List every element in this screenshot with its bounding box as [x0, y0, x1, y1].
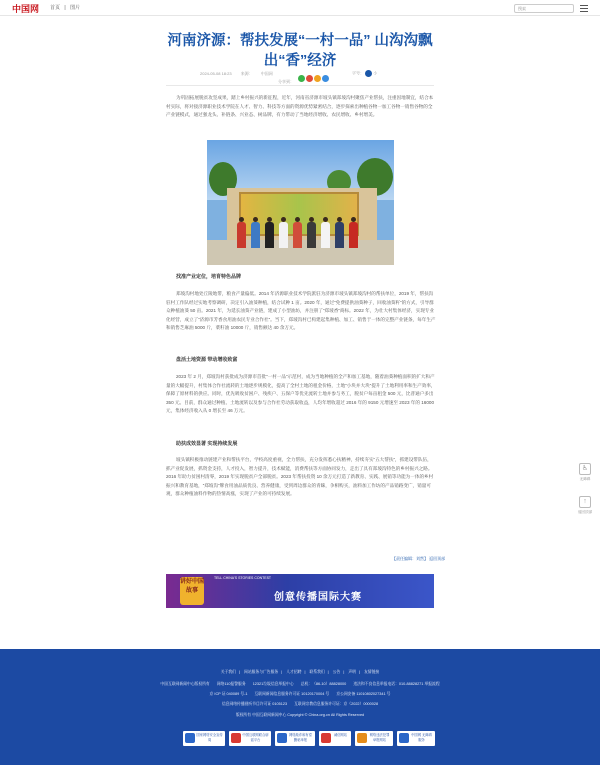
section-text-3: 坡头镇积极推动链建产业和帮扶平台，学校高度重视，全力帮扶，充分发挥悉心扶精神，持续夯实“五大帮扶”，抓建设带队伍，抓产业促发展，抓资金支持，人才投入，智力提升，技术赋能，消费帮扶等方面协同发力，走出了具有郑坡沟特色的乡村振兴之路。2016 年助力贫困村清零，2019 年实现脱贫户全部脱贫。2023 年帮扶投资 10 余万元打造了新教育、实践、展销等功能为一体的乡村振兴和教育基地，“郑坡沟”牌食用油品质优良、营养健康，受到周边群众的青睐，争相购买，油料加工作坊的产品销路变广，销量可观，群众种植油料作物的热情高涨，实现了产业的可持续发展。 — [166, 457, 434, 496]
footer-row-3 — [0, 692, 600, 697]
badge-rumor-platform[interactable]: 中国互联网联合辟谣平台 — [229, 731, 271, 746]
badge-security-week[interactable]: 国家网络安全宣传周 — [183, 731, 225, 746]
footer-icp[interactable]: 京 ICP 证 040089 号-1 — [209, 692, 248, 696]
banner-badge: 讲好中国故事 — [180, 577, 204, 605]
article-meta — [200, 71, 289, 79]
article-photo — [207, 140, 394, 265]
footer-links: 关于我们 | 网站服务与广告服务 | 人才招聘 | 联系我们 | 公告 | 声明 | 友情链接 — [220, 670, 380, 674]
menu-icon[interactable] — [580, 4, 588, 12]
footer-copyright-owner: 中国互联网新闻中心版权所有 — [160, 682, 210, 686]
footer-report-hotline[interactable]: 违法和不良信息举报电话：010-88828271 举报流程 — [353, 682, 440, 686]
source-label: 来源： — [240, 71, 253, 76]
editor-link[interactable]: 【责任编辑：刘然】 — [392, 556, 428, 561]
footer-phone: 总机：（86-10）88828000 — [300, 682, 347, 686]
footer-link-friends[interactable]: 友情链接 — [364, 670, 380, 674]
back-to-top-widget[interactable] — [576, 496, 594, 515]
badge-crime-report[interactable]: 网络违法犯罪举报网站 — [355, 731, 393, 746]
site-logo[interactable]: 中国网 — [12, 4, 40, 14]
footer-police-record[interactable]: 京公网安备 11010802027341 号 — [336, 692, 391, 696]
back-to-top-link[interactable]: 返回顶部 — [429, 556, 446, 561]
footer-av-license[interactable]: 信息网络传播视听节目许可证 0105123 — [221, 702, 288, 706]
accessibility-label: 无障碍 — [579, 477, 591, 481]
site-footer — [0, 649, 600, 765]
breadcrumb-home[interactable]: 首页 — [50, 5, 61, 11]
footer-link-ads[interactable]: 网站服务与广告服务 — [244, 670, 279, 674]
section-heading-2: 盘活土地资源 带动增收致富 — [176, 357, 238, 363]
wechat-icon[interactable] — [298, 75, 305, 82]
badge-extortion-report[interactable]: 网络敲诈和有偿删帖举报 — [275, 731, 315, 746]
section-text-1: 郑坡沟村地处丘陵地带，粮食产量偏低。2014 年济源职业技术学院派驻为济源市坡头镇郑坡沟村的帮扶单位，2019 年，帮扶沟驻村工作队经过实地考察调研，决定引入油葵种植，结合试种 1 亩。2020 年，通过“免费提供油葵种子，回收油葵籽”的方式，引导群众种植油葵 50 亩。2021 年，为延长油葵产业链，建成了小型油坊，并注册了“郑坡香”商标。2022 年，为壮大村集体经济，实现专业化经营，成立了“济源市芳香食用油农民专业合作社”。当下，郑坡沟村已构建起集种植、加工、销售于一体的完整产业链条，每年生产和销售芝麻油 5000 斤，菜籽油 10000 斤，销售额达 40 余万元。 — [166, 291, 436, 330]
section-text-2: 2023 年 2 月，郑坡沟村获批成为济源市首批“一村一品”示范村，成为当地种植的全产和加工基地，随着油葵种植面积的扩大和产量的大幅提升，村集体合作社流转的土地逐步规模化，提高了全村土地的租金价格，土地“小块并大块”提升了土地利用率和生产效率，保障了原材料的供应。同时，优先吸收贫困户、残疾户、五保户等优先流转土地并参与务工，脱贫户每亩租金 500 元，比普通户多出 350 元。目前，群众通过种植、土地流转以及参与合作社劳动获取收益，人均年增收超过 2016 年的 9150 元增速至 2023 年的 16000 元，集体经济收入从 0 增长至 46 万元。 — [166, 374, 436, 413]
qzone-icon[interactable] — [314, 75, 321, 82]
badge-accessibility[interactable]: 中国网 无障碍服务 — [397, 731, 435, 746]
footer-link-about[interactable]: 关于我们 — [220, 670, 236, 674]
top-nav-bar — [0, 0, 600, 16]
footer-news-license[interactable]: 互联网新闻信息服务许可证 10120170004 号 — [254, 692, 330, 696]
font-size-large-icon[interactable] — [365, 70, 372, 77]
article-datetime: 2024-05-08 18:23 — [200, 71, 232, 76]
font-size-label: 字号： — [352, 70, 364, 76]
article-title: 河南济源：帮扶发展“一村一品” 山沟沟飘出“香”经济 — [167, 33, 433, 69]
footer-row-4 — [0, 702, 600, 707]
banner-subtitle: TELL CHINA'S STORIES CONTEST — [214, 576, 272, 580]
badge-trusted-site[interactable]: 诚信网站 — [319, 731, 351, 746]
footer-spam-report[interactable]: 12321垃圾信息举报中心 — [252, 682, 294, 686]
footer-badges — [183, 731, 433, 747]
footer-religion-license[interactable]: 互联网宗教信息服务许可证：京（2022）0000028 — [294, 702, 379, 706]
font-size-small[interactable]: 小 — [373, 70, 378, 76]
top-arrow-icon: ↑ — [579, 496, 591, 508]
footer-link-contact[interactable]: 联系我们 — [309, 670, 325, 674]
footer-police-service[interactable]: 网络110报警服务 — [216, 682, 246, 686]
article-source: 中国网 — [260, 71, 273, 76]
share-label: 分享到： — [278, 79, 294, 84]
footer-copyright: 版权所有 中国互联网新闻中心 Copyright © China.org.cn All Rights Reserved — [235, 713, 365, 717]
banner-title: 创意传播国际大赛 — [274, 592, 362, 603]
title-divider — [166, 85, 434, 86]
breadcrumb-separator: | — [64, 5, 66, 11]
contest-banner[interactable] — [166, 574, 434, 608]
footer-link-jobs[interactable]: 人才招聘 — [286, 670, 302, 674]
accessibility-widget[interactable] — [576, 463, 594, 482]
section-heading-3: 助扶成效显著 实现持续发展 — [176, 441, 238, 447]
breadcrumb-pictures[interactable]: 图片 — [70, 5, 81, 11]
footer-link-statement[interactable]: 声明 — [348, 670, 356, 674]
weibo-icon[interactable] — [306, 75, 313, 82]
breadcrumb — [50, 4, 83, 11]
font-size-control — [352, 70, 377, 77]
link-icon[interactable] — [322, 75, 329, 82]
editor-credit — [392, 556, 445, 562]
footer-row-2 — [0, 682, 600, 687]
article-intro: 为巩固拓展脱贫攻坚成果，踏上乡村振兴的新征程，近年，河南省济源市坡头镇郑坡沟村聚焦产业帮扶，注重因地制宜，结合本村实际，将对接济源职业技术学院在人才、智力、科技等方面的资源优势紧密结合，逐步探索出种植谷物一加工谷物一销售谷物的全产业链模式，通过强龙头、补链条、兴业态、树品牌，有力带动了当地经济增收、农民增收、乡村增美。 — [166, 95, 434, 117]
accessibility-icon: ♿ — [579, 463, 591, 475]
section-heading-1: 找准产业定位，培育特色品牌 — [176, 274, 242, 280]
search-input[interactable]: 搜索 — [514, 4, 574, 13]
back-to-top-label: 返回顶部 — [577, 510, 593, 514]
footer-link-notice[interactable]: 公告 — [332, 670, 341, 674]
